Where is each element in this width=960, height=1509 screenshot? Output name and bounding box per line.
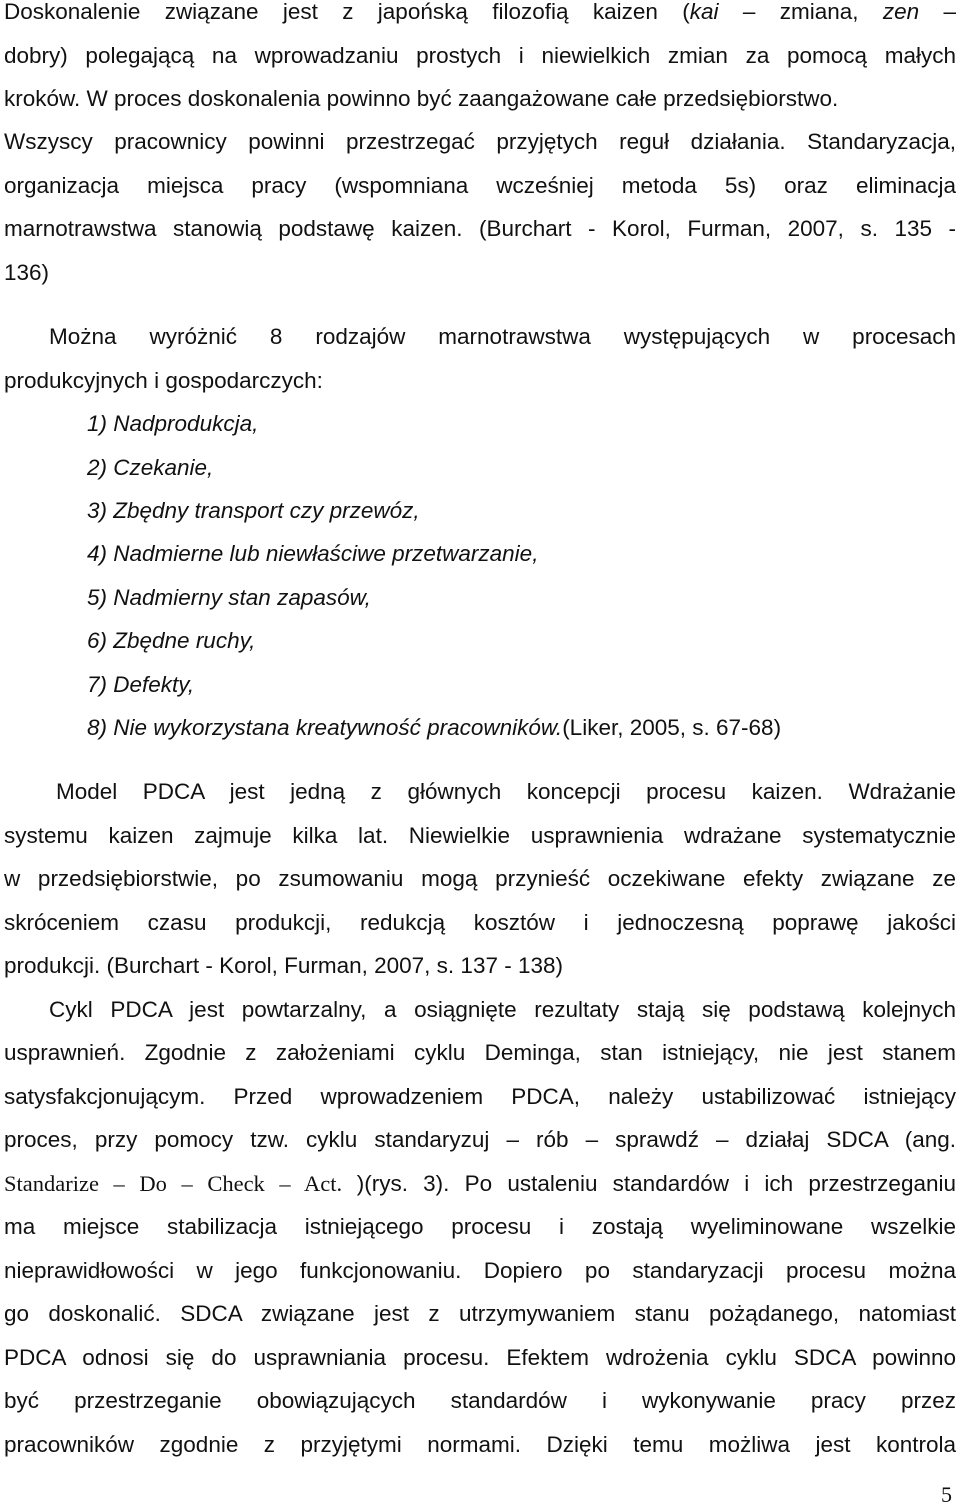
para3-line-5: produkcji. (Burchart - Korol, Furman, 2007, s. 137 - 138) bbox=[4, 953, 563, 978]
para3-line-2: systemu kaizen zajmuje kilka lat. Niewielkie usprawnienia wdrażane systematycznie bbox=[4, 823, 956, 848]
waste-list-item: 5) Nadmierny stan zapasów, bbox=[87, 585, 371, 610]
para4-line-1: Cykl PDCA jest powtarzalny, a osiągnięte rezultaty stają się podstawą kolejnych bbox=[49, 997, 956, 1022]
text-run: Doskonalenie związane jest z japońską filozofią kaizen ( bbox=[4, 0, 690, 24]
para3-line-3: w przedsiębiorstwie, po zsumowaniu mogą przynieść oczekiwane efekty związane ze bbox=[4, 866, 956, 891]
para4-line-2: usprawnień. Zgodnie z założeniami cyklu Deminga, stan istniejący, nie jest stanem bbox=[4, 1040, 956, 1065]
waste-list-item: 3) Zbędny transport czy przewóz, bbox=[87, 498, 420, 523]
text-run: )(rys. 3). Po ustaleniu standardów i ich przestrzeganiu bbox=[356, 1171, 956, 1196]
para1-line-1 bbox=[4, 0, 956, 27]
para3-line-1: Model PDCA jest jedną z głównych koncepcji procesu kaizen. Wdrażanie bbox=[56, 779, 956, 804]
text-run: Standarize – Do – Check – Act. bbox=[4, 1171, 357, 1196]
para4-line-10: być przestrzeganie obowiązujących standardów i wykonywanie pracy przez bbox=[4, 1388, 956, 1413]
para1-line-6: marnotrawstwa stanowią podstawę kaizen. (Burchart - Korol, Furman, 2007, s. 135 - bbox=[4, 216, 956, 241]
waste-list-item: 2) Czekanie, bbox=[87, 455, 214, 480]
text-run: 8) Nie wykorzystana kreatywność pracowników. bbox=[87, 715, 563, 740]
text-run: – zmiana, bbox=[718, 0, 883, 24]
page-number: 5 bbox=[941, 1482, 952, 1507]
waste-list-item: 6) Zbędne ruchy, bbox=[87, 628, 256, 653]
waste-list-item: 1) Nadprodukcja, bbox=[87, 411, 259, 436]
text-run: – bbox=[919, 0, 956, 24]
italic-term-zen: zen bbox=[882, 0, 920, 24]
waste-list-item: 7) Defekty, bbox=[87, 672, 195, 697]
para2-line-1: Można wyróżnić 8 rodzajów marnotrawstwa występujących w procesach bbox=[49, 324, 956, 349]
para4-line-8: go doskonalić. SDCA związane jest z utrzymywaniem stanu pożądanego, natomiast bbox=[4, 1301, 956, 1326]
citation: (Liker, 2005, s. 67-68) bbox=[562, 715, 782, 740]
para4-line-5 bbox=[4, 1169, 956, 1199]
waste-list-item-last bbox=[87, 713, 947, 743]
waste-list-item: 4) Nadmierne lub niewłaściwe przetwarzanie, bbox=[87, 541, 539, 566]
para4-line-7: nieprawidłowości w jego funkcjonowaniu. Dopiero po standaryzacji procesu można bbox=[4, 1258, 956, 1283]
para4-line-6: ma miejsce stabilizacja istniejącego procesu i zostają wyeliminowane wszelkie bbox=[4, 1214, 956, 1239]
para4-line-4: proces, przy pomocy tzw. cyklu standaryzuj – rób – sprawdź – działaj SDCA (ang. bbox=[4, 1127, 956, 1152]
para2-line-2: produkcyjnych i gospodarczych: bbox=[4, 368, 323, 393]
para1-line-5: organizacja miejsca pracy (wspomniana wcześniej metoda 5s) oraz eliminacja bbox=[4, 173, 956, 198]
para1-line-3: kroków. W proces doskonalenia powinno być zaangażowane całe przedsiębiorstwo. bbox=[4, 86, 839, 111]
para4-line-3: satysfakcjonującym. Przed wprowadzeniem PDCA, należy ustabilizować istniejący bbox=[4, 1084, 956, 1109]
para1-line-7: 136) bbox=[4, 260, 50, 285]
para4-line-11: pracowników zgodnie z przyjętymi normami. Dzięki temu możliwa jest kontrola bbox=[4, 1432, 956, 1457]
para1-line-2: dobry) polegającą na wprowadzaniu prostych i niewielkich zmian za pomocą małych bbox=[4, 43, 956, 68]
para3-line-4: skróceniem czasu produkcji, redukcją kosztów i jednoczesną poprawę jakości bbox=[4, 910, 956, 935]
para4-line-9: PDCA odnosi się do usprawniania procesu. Efektem wdrożenia cyklu SDCA powinno bbox=[4, 1345, 956, 1370]
para1-line-4: Wszyscy pracownicy powinni przestrzegać przyjętych reguł działania. Standaryzacja, bbox=[4, 129, 956, 154]
italic-term-kai: kai bbox=[689, 0, 719, 24]
